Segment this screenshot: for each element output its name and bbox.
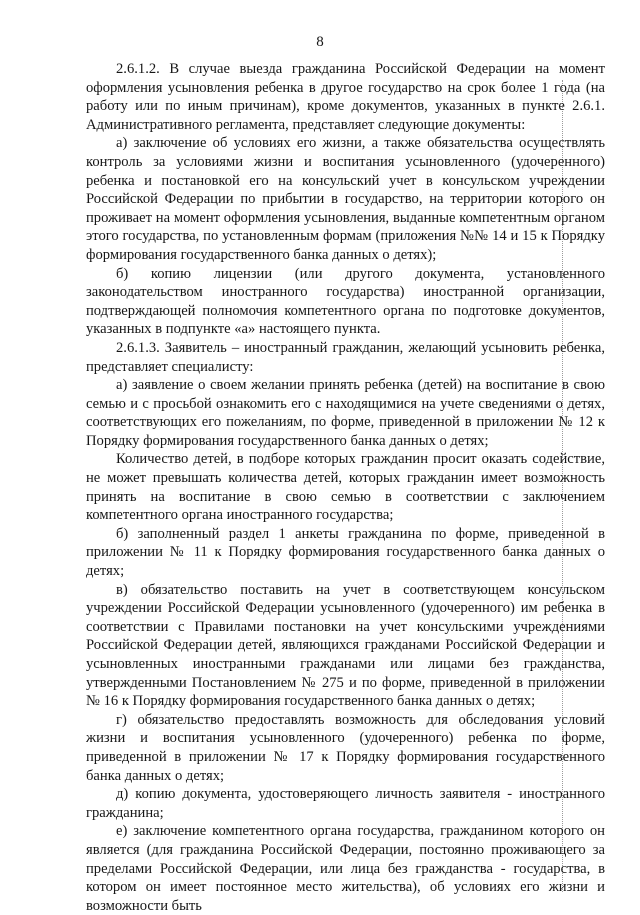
paragraph-2-6-1-2-b: б) копию лицензии (или другого документа, установленного законодательством иностранного государства) иностранной организации, подтверждающей полномочия компетентного органа по подготовке документов, указанных в подпункте «а» настоящего пункта. xyxy=(86,265,605,338)
paragraph-2-6-1-2: 2.6.1.2. В случае выезда гражданина Российской Федерации на момент оформления усыновления ребенка в другое государство на срок более 1 года (на работу или по иным причинам), кроме документов, указанных в пункте 2.6.1. Административного регламента, представляет следующие документы: xyxy=(86,61,605,133)
paragraph-2-6-1-3-b: б) заполненный раздел 1 анкеты гражданина по форме, приведенной в приложении № 11 к Порядку формирования государственного банка данных о детях; xyxy=(86,525,605,580)
paragraph-2-6-1-3-a: а) заявление о своем желании принять ребенка (детей) на воспитание в свою семью и с просьбой ознакомить его с находящимися на учете сведениями о детях, соответствующих его пожеланиям, по форме, приведенной в приложении № 12 к Порядку формирования государственного банка данных о детях; xyxy=(86,377,605,449)
paragraph-children-count: Количество детей, в подборе которых гражданин просит оказать содействие, не может превышать количества детей, которых гражданин имеет возможность принять на воспитание в свою семью в соответствии с заключением компетентного органа иностранного государства; xyxy=(86,451,605,524)
paragraph-2-6-1-3-v: в) обязательство поставить на учет в соответствующем консульском учреждении Российской Федерации усыновленного (удочеренного) им ребенка в соответствии с Правилами постановки на учет консульскими учреждениями Российской Федерации детей, являющихся гражданами Российской Федерации и усыновленных иностранными гражданами или лицами без гражданства, утвержденными Постановлением № 275 и по форме, приведенной в приложении № 16 к Порядку формирования государственного банка данных о детях; xyxy=(86,581,605,710)
paragraph-2-6-1-3: 2.6.1.3. Заявитель – иностранный гражданин, желающий усыновить ребенка, представляет специалисту: xyxy=(86,339,605,375)
paragraph-2-6-1-2-a: а) заключение об условиях его жизни, а также обязательства осуществлять контроль за условиями жизни и воспитания усыновленного (удочеренного) ребенка и постановкой его на консульский учет в консульском учреждении Российской Федерации по прибытии в государство, на территории которого он проживает на момент оформления усыновления, выданные компетентным органом этого государства, по установленным формам (приложения №№ 14 и 15 к Порядку формирования государственного банка данных о детях); xyxy=(86,135,605,263)
page-number: 8 xyxy=(316,34,324,50)
paragraph-2-6-1-3-d: д) копию документа, удостоверяющего личность заявителя - иностранного гражданина; xyxy=(86,786,605,821)
paragraph-2-6-1-3-g: г) обязательство предоставлять возможность для обследования условий жизни и воспитания усыновленного (удочеренного) ребенка по форме, приведенной в приложении № 17 к Порядку формирования государственного банка данных о детях; xyxy=(86,711,605,784)
document-body xyxy=(86,60,605,915)
paragraph-2-6-1-3-e: е) заключение компетентного органа государства, гражданином которого он является (для гражданина Российской Федерации, постоянно проживающего за пределами Российской Федерации, или лица без гражданства - государства, в котором он имеет постоянное место жительства), об условиях его жизни и возможности быть xyxy=(86,823,605,914)
